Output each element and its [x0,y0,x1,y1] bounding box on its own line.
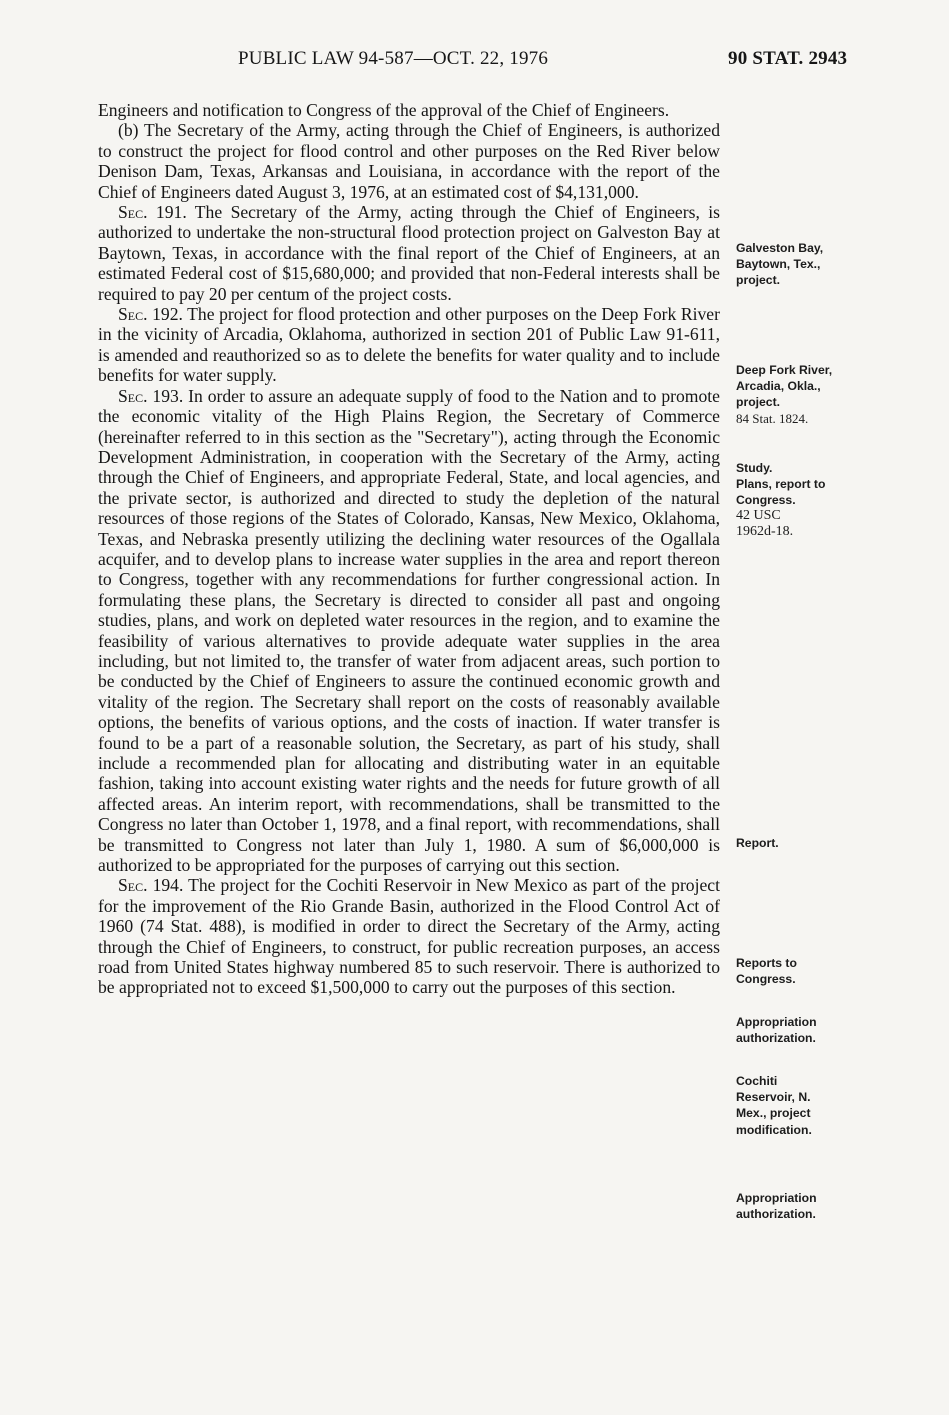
paragraph-continuation: Engineers and notification to Congress of the approval of the Chief of Engineers. [98,100,670,120]
paragraph-subsection-b: (b) The Secretary of the Army, acting through the Chief of Engineers, is authorized to construct the project for flood control and other purposes on the Red River below Denison Dam, Texas, Arkansas and Louisiana, in accordance with the report of the Chief of Engineers dated August 3, 1976, at an estimated cost of $4,131,000. [98,120,720,202]
section-192-text: The project for flood protection and other purposes on the Deep Fork River in the vicinity of Arcadia, Oklahoma, authorized in section 201 of Public Law 91-611, is amended and reauthorized so as to delete the benefits for water quality and to include benefits for water supply. [98,304,720,386]
margin-note-usc-citation: 42 USC 1962d-18. [736,508,794,539]
margin-note-reports-to-congress: Reports to Congress. [736,956,797,987]
section-193-text: In order to assure an adequate supply of food to the Nation and to promote the economic vitality of the High Plains Region, the Secretary of Commerce (hereinafter referred to in this section as the "Secretary"), acting through the Economic Development Administration, in cooperation with the Secretary of the Army, acting through the Chief of Engineers, and appropriate Federal, State, and local agencies, and the private sector, is authorized and directed to study the depletion of the natural resources of those regions of the States of Colorado, Kansas, New Mexico, Oklahoma, Texas, and Nebraska presently utilizing the declining water resources of the Ogallala acquifer, and to develop plans to increase water supplies in the area and report thereon to Congress, together with any recommendations for further congressional action. In formulating these plans, the Secretary is directed to consider all past and ongoing studies, plans, and work on depleted water resources in the region, and to examine the feasibility of various alternatives to provide adequate water supplies in the area including, but not limited to, the transfer of water from adjacent areas, such portion to be conducted by the Chief of Engineers to assure the continued economic growth and vitality of the region. The Secretary shall report on the costs of reasonably available options, the benefits of various options, and the costs of inaction. If water transfer is found to be a part of a reasonable solution, the Secretary, as part of his study, shall include a recommended plan for allocating and distributing water in an equitable fashion, taking into account existing water rights and the needs for future growth of all affected areas. An interim report, with recommendations, shall be transmitted to the Congress no later than October 1, 1978, and a final report, with recommendations, shall be transmitted to Congress not later than July 1, 1980. A sum of $6,000,000 is authorized to be appropriated for the purposes of carrying out this section. [98,385,720,876]
section-191-text: The Secretary of the Army, acting through the Chief of Engineers, is authorized to undertake the non-structural flood protection project on Galveston Bay at Baytown, Texas, in accordance with the final report of the Chief of Engineers, at an estimated Federal cost of $15,680,000; and provided that non-Federal interests shall be required to pay 20 per centum of the project costs. [98,202,720,304]
margin-note-galveston: Galveston Bay, Baytown, Tex., project. [736,241,824,288]
section-193 [98,386,720,876]
section-194-text: The project for the Cochiti Reservoir in New Mexico as part of the project for the improvement of the Rio Grande Basin, authorized in the Flood Control Act of 1960 (74 Stat. 488), is modified in order to direct the Secretary of the Army, acting through the Chief of Engineers, to construct, for public recreation purposes, an access road from United States highway numbered 85 to such reservoir. There is authorized to be appropriated not to exceed $1,500,000 to carry out the purposes of this section. [98,875,720,998]
margin-note-deep-fork: Deep Fork River, Arcadia, Okla., project. 84 Stat. 1824. [736,362,856,427]
section-191-label: Sec. 191. [118,202,187,223]
section-192-label: Sec. 192. [118,304,183,325]
section-192 [98,304,720,386]
section-191 [98,202,720,304]
running-header-title: PUBLIC LAW 94-587—OCT. 22, 1976 [238,48,549,69]
margin-note-stat-citation: 84 Stat. 1824. [736,410,809,426]
margin-note-appropriation-1: Appropriation authorization. [736,1015,817,1046]
margin-note-appropriation-2: Appropriation authorization. [736,1191,817,1222]
running-header-stat-page: 90 STAT. 2943 [728,48,848,69]
margin-note-report: Report. [736,836,779,850]
main-text-column [98,100,720,998]
section-193-label: Sec. 193. [118,385,184,406]
section-194 [98,875,720,997]
margin-note-study: Study. Plans, report to Congress. [736,461,826,508]
section-194-label: Sec. 194. [118,875,184,896]
margin-note-cochiti: Cochiti Reservoir, N. Mex., project modification. [736,1074,812,1137]
